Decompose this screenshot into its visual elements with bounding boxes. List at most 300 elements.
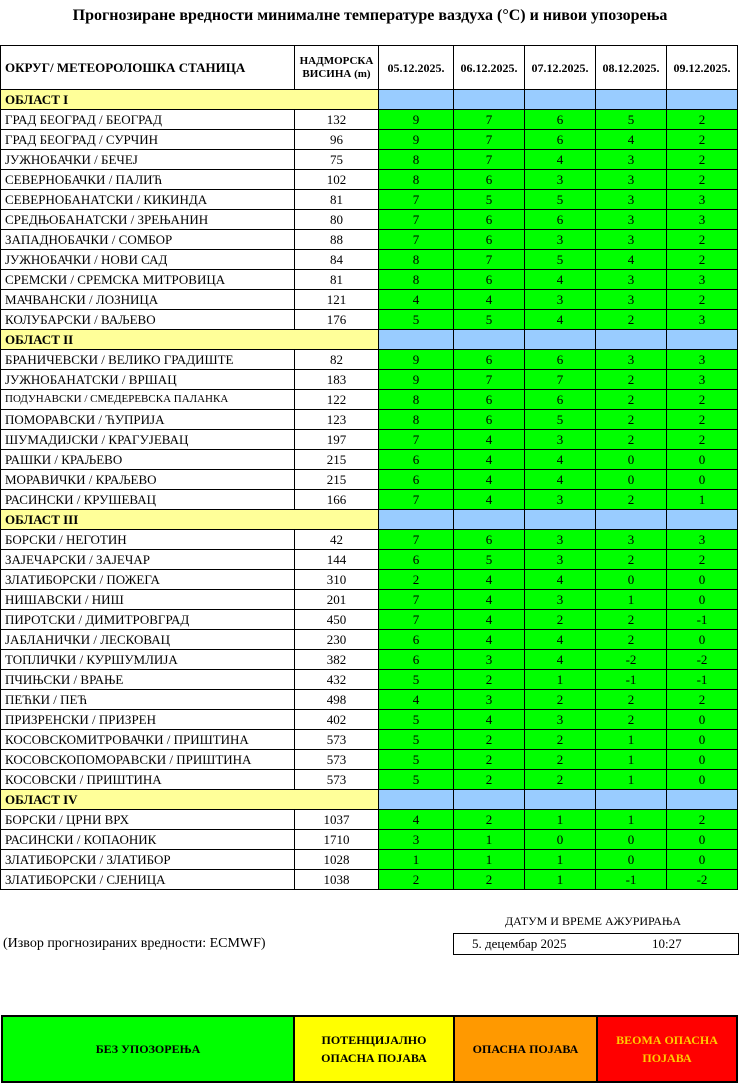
station-name: БОРСКИ / ЦРНИ ВРХ (1, 810, 295, 830)
temperature-cell: 3 (525, 550, 596, 570)
temperature-cell: -2 (667, 650, 738, 670)
station-altitude: 310 (295, 570, 379, 590)
temperature-cell: 4 (525, 450, 596, 470)
temperature-cell: 4 (454, 610, 525, 630)
region-row (1, 790, 738, 810)
temperature-cell: 6 (525, 350, 596, 370)
region-band-cell (379, 90, 454, 110)
temperature-cell: -2 (667, 870, 738, 890)
table-row (1, 210, 738, 230)
temperature-cell: 3 (667, 370, 738, 390)
temperature-cell: 1 (525, 810, 596, 830)
station-altitude: 84 (295, 250, 379, 270)
table-row (1, 690, 738, 710)
temperature-cell: 3 (525, 490, 596, 510)
temperature-cell: 3 (379, 830, 454, 850)
table-row (1, 810, 738, 830)
temperature-cell: 1 (379, 850, 454, 870)
temperature-cell: 6 (454, 230, 525, 250)
temperature-cell: 2 (667, 250, 738, 270)
station-altitude: 121 (295, 290, 379, 310)
region-band-cell (667, 90, 738, 110)
temperature-cell: 4 (454, 290, 525, 310)
station-name: СРЕДЊОБАНАТСКИ / ЗРЕЊАНИН (1, 210, 295, 230)
legend-potential: ПОТЕНЦИЈАЛНО ОПАСНА ПОЈАВА (295, 1017, 455, 1081)
station-name: КОСОВСКИ / ПРИШТИНА (1, 770, 295, 790)
region-band-cell (667, 790, 738, 810)
station-name: ПОДУНАВСКИ / СМЕДЕРЕВСКА ПАЛАНКА (1, 390, 295, 410)
station-name: ЗЛАТИБОРСКИ / СЈЕНИЦА (1, 870, 295, 890)
station-name: ЈУЖНОБАЧКИ / БЕЧЕЈ (1, 150, 295, 170)
temperature-cell: 1 (525, 670, 596, 690)
temperature-cell: 4 (596, 250, 667, 270)
header-date: 08.12.2025. (596, 46, 667, 90)
temperature-cell: 2 (454, 870, 525, 890)
temperature-cell: 0 (596, 470, 667, 490)
temperature-cell: 5 (379, 710, 454, 730)
temperature-cell: 2 (596, 390, 667, 410)
temperature-cell: 2 (667, 110, 738, 130)
temperature-cell: 2 (454, 750, 525, 770)
temperature-cell: 3 (596, 190, 667, 210)
temperature-cell: 2 (667, 170, 738, 190)
temperature-cell: 3 (667, 190, 738, 210)
table-row (1, 390, 738, 410)
temperature-cell: 2 (596, 550, 667, 570)
region-band-cell (667, 510, 738, 530)
temperature-cell: 6 (379, 450, 454, 470)
temperature-cell: 7 (454, 250, 525, 270)
temperature-cell: 4 (379, 290, 454, 310)
station-altitude: 176 (295, 310, 379, 330)
table-row (1, 170, 738, 190)
station-name: ЗАЈЕЧАРСКИ / ЗАЈЕЧАР (1, 550, 295, 570)
temperature-cell: 5 (525, 250, 596, 270)
temperature-cell: -1 (596, 670, 667, 690)
temperature-cell: 6 (525, 210, 596, 230)
station-name: РАСИНСКИ / КОПАОНИК (1, 830, 295, 850)
temperature-cell: 0 (596, 450, 667, 470)
header-date: 06.12.2025. (454, 46, 525, 90)
temperature-cell: 2 (667, 230, 738, 250)
station-name: БРАНИЧЕВСКИ / ВЕЛИКО ГРАДИШТЕ (1, 350, 295, 370)
temperature-cell: 5 (525, 410, 596, 430)
temperature-cell: 1 (454, 850, 525, 870)
update-time: 10:27 (652, 936, 682, 951)
temperature-cell: 0 (667, 730, 738, 750)
station-altitude: 197 (295, 430, 379, 450)
region-row (1, 90, 738, 110)
station-name: ПИРОТСКИ / ДИМИТРОВГРАД (1, 610, 295, 630)
temperature-cell: 4 (454, 710, 525, 730)
temperature-cell: 0 (667, 570, 738, 590)
table-row (1, 730, 738, 750)
station-name: СЕВЕРНОБАЧКИ / ПАЛИЋ (1, 170, 295, 190)
temperature-cell: 6 (379, 470, 454, 490)
station-altitude: 75 (295, 150, 379, 170)
temperature-cell: 7 (454, 110, 525, 130)
station-name: СЕВЕРНОБАНАТСКИ / КИКИНДА (1, 190, 295, 210)
station-name: ПЕЋКИ / ПЕЋ (1, 690, 295, 710)
table-row (1, 570, 738, 590)
station-altitude: 450 (295, 610, 379, 630)
temperature-cell: 1 (525, 850, 596, 870)
region-label: ОБЛАСТ III (1, 510, 379, 530)
temperature-cell: 7 (379, 530, 454, 550)
station-altitude: 123 (295, 410, 379, 430)
table-row (1, 850, 738, 870)
temperature-cell: 2 (667, 150, 738, 170)
temperature-cell: -1 (667, 670, 738, 690)
temperature-cell: 2 (454, 730, 525, 750)
region-label: ОБЛАСТ IV (1, 790, 379, 810)
temperature-cell: 4 (525, 470, 596, 490)
temperature-cell: 2 (667, 550, 738, 570)
header-altitude: НАДМОРСКА ВИСИНА (m) (295, 46, 379, 90)
temperature-cell: 2 (667, 810, 738, 830)
temperature-cell: 0 (667, 770, 738, 790)
table-row (1, 190, 738, 210)
temperature-cell: 9 (379, 130, 454, 150)
station-altitude: 573 (295, 750, 379, 770)
station-name: КОСОВСКОПОМОРАВСКИ / ПРИШТИНА (1, 750, 295, 770)
temperature-cell: 2 (454, 770, 525, 790)
page-title: Прогнозиране вредности минималне температуре ваздуха (°C) и нивои упозорења (72, 7, 668, 24)
temperature-cell: 1 (525, 870, 596, 890)
station-altitude: 201 (295, 590, 379, 610)
temperature-cell: 2 (454, 810, 525, 830)
temperature-cell: 4 (525, 630, 596, 650)
temperature-cell: 0 (667, 850, 738, 870)
table-row (1, 870, 738, 890)
temperature-cell: 1 (454, 830, 525, 850)
temperature-cell: 8 (379, 390, 454, 410)
station-altitude: 573 (295, 730, 379, 750)
temperature-cell: 4 (454, 470, 525, 490)
temperature-cell: 3 (667, 350, 738, 370)
station-altitude: 1038 (295, 870, 379, 890)
region-band-cell (379, 790, 454, 810)
temperature-cell: 9 (379, 110, 454, 130)
station-name: ЗЛАТИБОРСКИ / ПОЖЕГА (1, 570, 295, 590)
header-date: 07.12.2025. (525, 46, 596, 90)
temperature-cell: 6 (525, 130, 596, 150)
table-row (1, 310, 738, 330)
temperature-cell: 2 (596, 610, 667, 630)
region-band-cell (596, 330, 667, 350)
temperature-cell: 5 (596, 110, 667, 130)
temperature-cell: 0 (667, 590, 738, 610)
station-name: ЗАПАДНОБАЧКИ / СОМБОР (1, 230, 295, 250)
temperature-cell: 5 (379, 770, 454, 790)
temperature-cell: 7 (379, 190, 454, 210)
station-altitude: 1037 (295, 810, 379, 830)
temperature-cell: 8 (379, 410, 454, 430)
warning-legend (1, 1015, 738, 1083)
forecast-table (0, 45, 738, 890)
temperature-cell: 4 (525, 310, 596, 330)
temperature-cell: 8 (379, 170, 454, 190)
temperature-cell: 7 (454, 130, 525, 150)
temperature-cell: 9 (379, 370, 454, 390)
temperature-cell: 6 (454, 410, 525, 430)
station-name: РАШКИ / КРАЉЕВО (1, 450, 295, 470)
temperature-cell: 2 (379, 570, 454, 590)
temperature-cell: -1 (596, 870, 667, 890)
temperature-cell: 2 (667, 390, 738, 410)
temperature-cell: 3 (525, 170, 596, 190)
temperature-cell: 6 (454, 390, 525, 410)
temperature-cell: 5 (379, 750, 454, 770)
temperature-cell: 3 (667, 530, 738, 550)
station-altitude: 215 (295, 450, 379, 470)
station-altitude: 132 (295, 110, 379, 130)
region-band-cell (525, 510, 596, 530)
temperature-cell: 8 (379, 270, 454, 290)
station-altitude: 183 (295, 370, 379, 390)
station-altitude: 42 (295, 530, 379, 550)
temperature-cell: 3 (596, 530, 667, 550)
table-header-row (1, 46, 738, 90)
temperature-cell: 2 (596, 690, 667, 710)
temperature-cell: 2 (525, 690, 596, 710)
station-altitude: 230 (295, 630, 379, 650)
station-altitude: 80 (295, 210, 379, 230)
temperature-cell: 3 (525, 590, 596, 610)
region-band-cell (454, 330, 525, 350)
region-band-cell (379, 510, 454, 530)
region-band-cell (454, 510, 525, 530)
temperature-cell: 6 (525, 110, 596, 130)
temperature-cell: 6 (525, 390, 596, 410)
temperature-cell: 4 (454, 450, 525, 470)
temperature-cell: 5 (379, 310, 454, 330)
region-band-cell (596, 510, 667, 530)
region-band-cell (454, 790, 525, 810)
region-row (1, 330, 738, 350)
temperature-cell: 0 (667, 630, 738, 650)
region-row (1, 510, 738, 530)
temperature-cell: 5 (454, 550, 525, 570)
table-row (1, 710, 738, 730)
station-altitude: 215 (295, 470, 379, 490)
temperature-cell: 2 (596, 310, 667, 330)
station-name: БОРСКИ / НЕГОТИН (1, 530, 295, 550)
station-altitude: 382 (295, 650, 379, 670)
temperature-cell: 7 (454, 150, 525, 170)
temperature-cell: 2 (596, 630, 667, 650)
table-row (1, 550, 738, 570)
table-row (1, 470, 738, 490)
source-note: (Извор прогнозираних вредности: ECMWF) (3, 936, 266, 951)
table-row (1, 350, 738, 370)
table-row (1, 490, 738, 510)
station-name: КОЛУБАРСКИ / ВАЉЕВО (1, 310, 295, 330)
station-name: СРЕМСКИ / СРЕМСКА МИТРОВИЦА (1, 270, 295, 290)
temperature-cell: 2 (596, 430, 667, 450)
temperature-cell: 3 (596, 270, 667, 290)
temperature-cell: -2 (596, 650, 667, 670)
table-row (1, 590, 738, 610)
temperature-cell: 2 (525, 770, 596, 790)
temperature-cell: 6 (454, 210, 525, 230)
station-altitude: 82 (295, 350, 379, 370)
temperature-cell: 7 (454, 370, 525, 390)
table-row (1, 770, 738, 790)
station-name: НИШАВСКИ / НИШ (1, 590, 295, 610)
temperature-cell: 4 (454, 570, 525, 590)
temperature-cell: 3 (454, 650, 525, 670)
table-row (1, 410, 738, 430)
temperature-cell: 7 (379, 230, 454, 250)
station-name: ПОМОРАВСКИ / ЋУПРИЈА (1, 410, 295, 430)
region-band-cell (525, 330, 596, 350)
station-name: МОРАВИЧКИ / КРАЉЕВО (1, 470, 295, 490)
temperature-cell: 3 (596, 350, 667, 370)
region-band-cell (596, 90, 667, 110)
temperature-cell: 3 (454, 690, 525, 710)
station-name: ЈУЖНОБАЧКИ / НОВИ САД (1, 250, 295, 270)
table-row (1, 270, 738, 290)
legend-very-dangerous: ВЕОМА ОПАСНА ПОЈАВА (598, 1017, 736, 1081)
temperature-cell: 0 (667, 750, 738, 770)
temperature-cell: 2 (667, 690, 738, 710)
legend-no-warning: БЕЗ УПОЗОРЕЊА (3, 1017, 295, 1081)
temperature-cell: 0 (667, 710, 738, 730)
temperature-cell: 6 (379, 630, 454, 650)
temperature-cell: 7 (379, 590, 454, 610)
station-altitude: 122 (295, 390, 379, 410)
temperature-cell: 7 (379, 430, 454, 450)
temperature-cell: 4 (379, 810, 454, 830)
temperature-cell: 6 (379, 650, 454, 670)
table-row (1, 530, 738, 550)
temperature-cell: 3 (667, 210, 738, 230)
temperature-cell: 3 (667, 270, 738, 290)
station-name: ЗЛАТИБОРСКИ / ЗЛАТИБОР (1, 850, 295, 870)
update-box (453, 933, 739, 955)
temperature-cell: 3 (596, 230, 667, 250)
temperature-cell: 2 (596, 490, 667, 510)
temperature-cell: 5 (379, 730, 454, 750)
temperature-cell: 4 (454, 630, 525, 650)
table-row (1, 250, 738, 270)
forecast-table-body (1, 46, 738, 890)
temperature-cell: 1 (596, 750, 667, 770)
temperature-cell: 2 (596, 370, 667, 390)
table-row (1, 130, 738, 150)
temperature-cell: 9 (379, 350, 454, 370)
station-altitude: 402 (295, 710, 379, 730)
temperature-cell: 2 (667, 430, 738, 450)
station-name: ПЧИЊСКИ / ВРАЊЕ (1, 670, 295, 690)
table-row (1, 290, 738, 310)
header-date: 05.12.2025. (379, 46, 454, 90)
temperature-cell: 3 (596, 290, 667, 310)
station-name: ПРИЗРЕНСКИ / ПРИЗРЕН (1, 710, 295, 730)
temperature-cell: 8 (379, 150, 454, 170)
temperature-cell: 2 (596, 410, 667, 430)
station-altitude: 144 (295, 550, 379, 570)
table-row (1, 750, 738, 770)
table-row (1, 830, 738, 850)
region-band-cell (525, 90, 596, 110)
table-row (1, 450, 738, 470)
station-altitude: 81 (295, 190, 379, 210)
temperature-cell: 1 (596, 590, 667, 610)
temperature-cell: 4 (596, 130, 667, 150)
temperature-cell: 0 (525, 830, 596, 850)
region-band-cell (667, 330, 738, 350)
temperature-cell: 0 (596, 570, 667, 590)
station-altitude: 166 (295, 490, 379, 510)
legend-dangerous: ОПАСНА ПОЈАВА (455, 1017, 598, 1081)
station-altitude: 88 (295, 230, 379, 250)
temperature-cell: 4 (454, 490, 525, 510)
region-band-cell (525, 790, 596, 810)
temperature-cell: 3 (525, 290, 596, 310)
table-row (1, 230, 738, 250)
temperature-cell: 7 (379, 210, 454, 230)
temperature-cell: 6 (454, 350, 525, 370)
temperature-cell: 3 (596, 150, 667, 170)
station-name: МАЧВАНСКИ / ЛОЗНИЦА (1, 290, 295, 310)
temperature-cell: 6 (454, 530, 525, 550)
temperature-cell: 4 (525, 570, 596, 590)
temperature-cell: 0 (667, 470, 738, 490)
region-band-cell (454, 90, 525, 110)
station-altitude: 432 (295, 670, 379, 690)
temperature-cell: 2 (454, 670, 525, 690)
temperature-cell: 0 (667, 830, 738, 850)
temperature-cell: 0 (596, 830, 667, 850)
temperature-cell: 2 (525, 610, 596, 630)
temperature-cell: 2 (596, 710, 667, 730)
temperature-cell: 5 (454, 190, 525, 210)
station-altitude: 81 (295, 270, 379, 290)
table-row (1, 150, 738, 170)
station-name: ГРАД БЕОГРАД / СУРЧИН (1, 130, 295, 150)
temperature-cell: 4 (454, 590, 525, 610)
temperature-cell: 7 (525, 370, 596, 390)
station-name: ШУМАДИЈСКИ / КРАГУЈЕВАЦ (1, 430, 295, 450)
temperature-cell: 1 (596, 810, 667, 830)
table-row (1, 370, 738, 390)
update-label: ДАТУМ И ВРЕМЕ АЖУРИРАЊА (505, 914, 681, 928)
table-row (1, 630, 738, 650)
temperature-cell: -1 (667, 610, 738, 630)
temperature-cell: 2 (667, 410, 738, 430)
temperature-cell: 5 (379, 670, 454, 690)
temperature-cell: 4 (379, 690, 454, 710)
temperature-cell: 5 (525, 190, 596, 210)
station-name: ГРАД БЕОГРАД / БЕОГРАД (1, 110, 295, 130)
temperature-cell: 2 (667, 130, 738, 150)
header-station: ОКРУГ/ МЕТЕОРОЛОШКА СТАНИЦА (1, 46, 295, 90)
temperature-cell: 0 (667, 450, 738, 470)
temperature-cell: 8 (379, 250, 454, 270)
temperature-cell: 4 (525, 150, 596, 170)
station-name: ЈАБЛАНИЧКИ / ЛЕСКОВАЦ (1, 630, 295, 650)
table-row (1, 670, 738, 690)
region-band-cell (379, 330, 454, 350)
station-altitude: 96 (295, 130, 379, 150)
temperature-cell: 2 (667, 290, 738, 310)
update-date: 5. децембар 2025 (472, 936, 567, 951)
temperature-cell: 4 (525, 650, 596, 670)
temperature-cell: 3 (525, 230, 596, 250)
temperature-cell: 4 (525, 270, 596, 290)
